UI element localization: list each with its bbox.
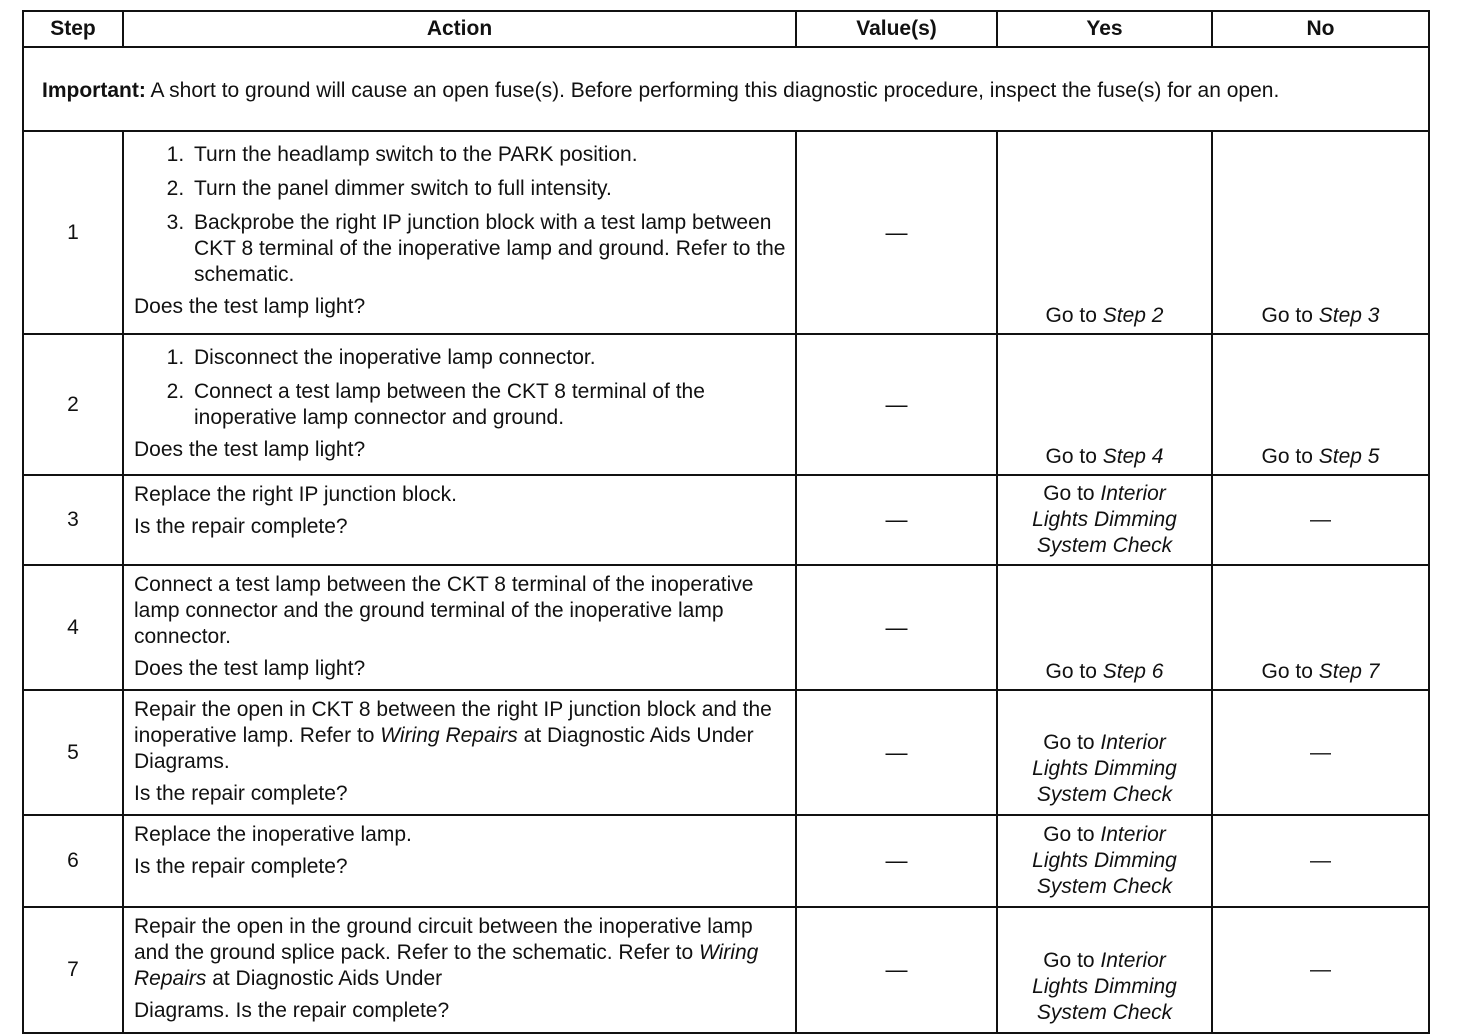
no-cell: — <box>1212 907 1429 1033</box>
yes-line-2: Lights Dimming <box>1032 508 1177 531</box>
action-list <box>134 142 787 288</box>
action-list <box>134 345 787 431</box>
yes-prefix: Go to <box>1045 660 1103 683</box>
step-number: 3 <box>23 475 123 565</box>
action-question: Is the repair complete? <box>134 782 348 805</box>
action-text <box>134 914 787 992</box>
action-cell <box>123 131 796 334</box>
value-cell: — <box>796 815 997 907</box>
yes-line-3: System Check <box>1036 875 1173 898</box>
no-cell <box>1212 334 1429 475</box>
action-cell <box>123 475 796 565</box>
header-yes: Yes <box>997 11 1212 47</box>
yes-line-2: Lights Dimming <box>1032 757 1177 780</box>
important-label: Important: <box>42 78 146 102</box>
yes-cell <box>997 815 1212 907</box>
action-question: Does the test lamp light? <box>134 295 366 318</box>
action-cell <box>123 334 796 475</box>
yes-cell <box>997 334 1212 475</box>
yes-link: Interior <box>1100 823 1166 846</box>
yes-line-2: Lights Dimming <box>1032 975 1177 998</box>
yes-cell <box>997 475 1212 565</box>
yes-prefix: Go to <box>1043 949 1101 972</box>
action-question: Diagrams. Is the repair complete? <box>134 999 450 1022</box>
step-number: 7 <box>23 907 123 1033</box>
yes-link: Step 6 <box>1102 660 1164 683</box>
value-cell: — <box>796 475 997 565</box>
action-text: Connect a test lamp between the CKT 8 terminal of the inoperative lamp connector and the ground terminal of the inoperative lamp connector. <box>134 573 754 648</box>
value-cell: — <box>796 907 997 1033</box>
yes-line-1 <box>998 730 1211 756</box>
action-text-pre: Repair the open in CKT 8 between the right IP junction block and the inoperative lamp. Refer to <box>134 698 772 747</box>
action-cell <box>123 565 796 690</box>
diagnostic-table <box>22 10 1430 1034</box>
header-values: Value(s) <box>796 11 997 47</box>
header-step: Step <box>23 11 123 47</box>
table-row <box>23 907 1429 1033</box>
action-question: Is the repair complete? <box>134 515 348 538</box>
yes-prefix: Go to <box>1043 823 1101 846</box>
yes-link: Interior <box>1100 482 1166 505</box>
value-cell: — <box>796 131 997 334</box>
yes-link: Interior <box>1100 731 1166 754</box>
action-item: 3. Backprobe the right IP junction block with a test lamp between CKT 8 terminal of the inoperative lamp and ground. Refer to the schematic. <box>190 210 787 288</box>
no-prefix: Go to <box>1261 445 1319 468</box>
yes-cell <box>997 131 1212 334</box>
table-row <box>23 815 1429 907</box>
header-no: No <box>1212 11 1429 47</box>
yes-line-1 <box>998 822 1211 848</box>
action-question: Is the repair complete? <box>134 855 348 878</box>
value-cell: — <box>796 565 997 690</box>
no-link: Step 7 <box>1318 660 1380 683</box>
table-row <box>23 565 1429 690</box>
important-note <box>23 47 1429 131</box>
no-prefix: Go to <box>1261 304 1319 327</box>
step-number: 4 <box>23 565 123 690</box>
yes-prefix: Go to <box>1043 482 1101 505</box>
table-row <box>23 475 1429 565</box>
yes-prefix: Go to <box>1045 445 1103 468</box>
action-text: Replace the inoperative lamp. <box>134 823 412 846</box>
no-cell <box>1212 131 1429 334</box>
no-cell: — <box>1212 690 1429 815</box>
yes-line-3: System Check <box>1036 534 1173 557</box>
step-number: 6 <box>23 815 123 907</box>
no-cell <box>1212 565 1429 690</box>
no-cell: — <box>1212 475 1429 565</box>
yes-line-1 <box>998 481 1211 507</box>
step-number: 5 <box>23 690 123 815</box>
yes-link: Interior <box>1100 949 1166 972</box>
header-action: Action <box>123 11 796 47</box>
yes-cell <box>997 565 1212 690</box>
action-item: 1. Disconnect the inoperative lamp connector. <box>190 345 787 371</box>
action-item: 2. Turn the panel dimmer switch to full intensity. <box>190 176 787 202</box>
table-row <box>23 334 1429 475</box>
action-cell <box>123 907 796 1033</box>
yes-line-3: System Check <box>1036 783 1173 806</box>
action-text: Replace the right IP junction block. <box>134 483 457 506</box>
yes-prefix: Go to <box>1043 731 1101 754</box>
value-cell: — <box>796 334 997 475</box>
no-cell: — <box>1212 815 1429 907</box>
important-text: A short to ground will cause an open fuse(s). Before performing this diagnostic procedure, inspect the fuse(s) for an open. <box>145 78 1280 102</box>
value-cell: — <box>796 690 997 815</box>
no-prefix: Go to <box>1261 660 1319 683</box>
header-row <box>23 11 1429 47</box>
action-text-post: at Diagnostic Aids Under <box>206 967 443 990</box>
table-row <box>23 690 1429 815</box>
wiring-repairs-ref: Wiring Repairs <box>134 941 759 990</box>
yes-cell <box>997 907 1212 1033</box>
wiring-repairs-ref: Wiring Repairs <box>380 724 518 747</box>
action-cell <box>123 690 796 815</box>
action-item: 2. Connect a test lamp between the CKT 8 terminal of the inoperative lamp connector and ground. <box>190 379 787 431</box>
action-cell <box>123 815 796 907</box>
action-item: 1. Turn the headlamp switch to the PARK position. <box>190 142 787 168</box>
no-link: Step 5 <box>1318 445 1380 468</box>
action-question: Does the test lamp light? <box>134 438 366 461</box>
no-link: Step 3 <box>1318 304 1380 327</box>
yes-prefix: Go to <box>1045 304 1103 327</box>
yes-link: Step 4 <box>1102 445 1164 468</box>
important-row <box>23 47 1429 131</box>
action-text-post: at Diagnostic Aids Under Diagrams. <box>134 724 754 773</box>
step-number: 1 <box>23 131 123 334</box>
step-number: 2 <box>23 334 123 475</box>
yes-cell <box>997 690 1212 815</box>
action-text-pre: Repair the open in the ground circuit between the inoperative lamp and the ground splice pack. Refer to the schematic. Refer to <box>134 915 753 964</box>
table-row <box>23 131 1429 334</box>
yes-line-1 <box>998 948 1211 974</box>
yes-line-2: Lights Dimming <box>1032 849 1177 872</box>
action-question: Does the test lamp light? <box>134 657 366 680</box>
yes-link: Step 2 <box>1102 304 1164 327</box>
yes-line-3: System Check <box>1036 1001 1173 1024</box>
action-text <box>134 697 787 775</box>
